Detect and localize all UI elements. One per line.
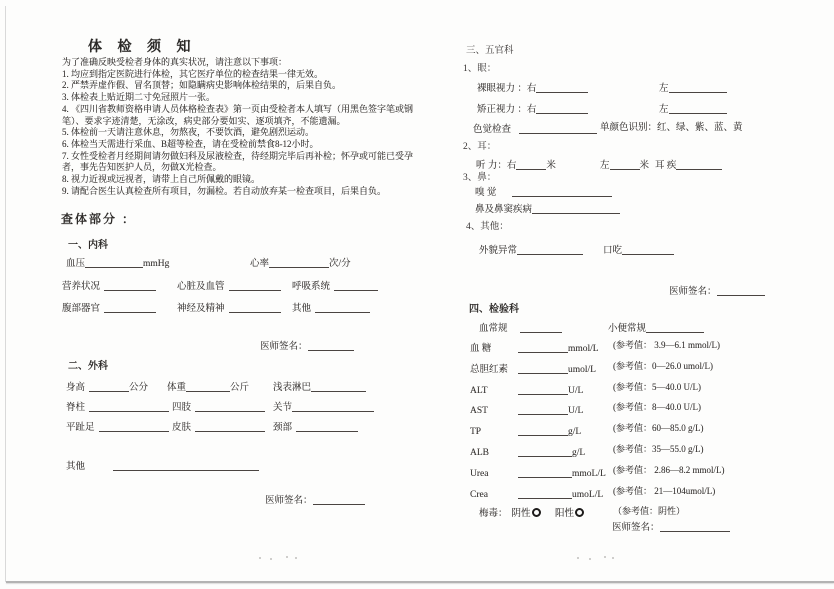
scan-speck	[589, 558, 591, 560]
lymph-blank	[311, 381, 366, 392]
lab-signature-label: 医师签名：	[612, 523, 660, 533]
scan-speck	[604, 556, 606, 558]
surgery-signature-label: 医师签名：	[265, 496, 313, 506]
hr-label: 心率	[250, 259, 270, 269]
lab-reference-value: (参考值： 2.86—8.2 mmol/L)	[613, 465, 725, 475]
internal-signature-label: 医师签名：	[260, 342, 308, 352]
lab-row-ast	[470, 400, 830, 418]
heart-vessel-label: 心脏及血管	[177, 282, 225, 292]
lab-reference-value: (参考值：5—40.0 U/L)	[613, 382, 701, 392]
lab-row-bilirubin	[470, 359, 830, 377]
lab-test-unit: mmoL/L	[572, 469, 606, 479]
notice-item: 4. 《四川省教师资格申请人员体格检查表》第一页由受检者本人填写（用黑色签字笔或钢笔）、要求字迹清楚，无涂改，病史部分要如实、逐项填齐，不能遗漏。	[62, 103, 414, 126]
syphilis-label: 梅毒：	[479, 509, 508, 519]
lab-reference-value: (参考值：0—26.0 umol/L)	[613, 361, 713, 371]
lab-test-unit: U/L	[568, 386, 584, 396]
nose-disease-row	[475, 199, 620, 217]
lab-row-glucose	[470, 338, 830, 356]
hearing-left-blank	[610, 159, 640, 170]
color-vision-row	[473, 119, 813, 137]
skin-blank	[195, 421, 265, 432]
naked-vision-row	[477, 78, 807, 96]
stutter-blank	[622, 244, 674, 255]
routine-row	[479, 318, 809, 336]
neck-label: 颈部	[273, 423, 293, 433]
hr-unit: 次/分	[329, 259, 351, 269]
lab-row-urea	[470, 463, 830, 481]
negative-radio-circle-icon	[532, 508, 541, 517]
nutrition-blank	[104, 280, 156, 291]
hearing-row	[476, 155, 806, 173]
corrected-vision-left-label: 左	[659, 105, 669, 115]
surgery-row-3	[66, 417, 426, 435]
lab-reference-value: (参考值： 21—104umol/L)	[613, 486, 716, 496]
surgery-other-label: 其他	[66, 462, 86, 472]
ent-section-title: 三、五官科	[466, 46, 514, 56]
syphilis-reference-value: （参考值：阴性）	[613, 506, 686, 516]
hearing-right-unit: 米	[546, 161, 556, 171]
joints-blank	[292, 401, 374, 412]
ear-disease-label: 耳 疾	[655, 161, 677, 171]
hr-blank	[269, 257, 329, 268]
stutter-label: 口吃	[603, 246, 623, 256]
lab-test-unit: mmol/L	[568, 344, 599, 354]
lab-test-name: ALB	[470, 448, 489, 458]
nose-disease-label: 鼻及鼻窦疾病	[475, 205, 533, 215]
notice-item: 3. 体检表上贴近期二寸免冠照片一张。	[62, 92, 216, 103]
notice-intro: 为了准确反映受检者身体的真实状况，请注意以下事项：	[62, 57, 288, 67]
lab-row-crea	[470, 484, 830, 502]
lab-signature-row	[612, 517, 730, 535]
bp-unit: mmHg	[143, 259, 170, 269]
internal-other-label: 其他	[292, 304, 312, 314]
surgery-signature-row	[265, 490, 365, 508]
neck-blank	[296, 421, 358, 432]
ent-other-subsection-title: 4、其他：	[466, 222, 509, 232]
joints-label: 关节	[273, 403, 293, 413]
skin-label: 皮肤	[172, 423, 192, 433]
corrected-vision-right-blank	[536, 103, 588, 114]
bp-label: 血压	[66, 259, 86, 269]
lab-test-name: AST	[470, 406, 488, 416]
ear-disease-blank	[676, 159, 722, 170]
eye-subsection-title: 1、眼：	[463, 64, 497, 74]
notice-item: 2. 严禁弄虚作假、冒名顶替；如隐瞒病史影响体检结果的，后果自负。	[62, 80, 342, 91]
lab-test-unit: umol/L	[568, 365, 596, 375]
notice-list	[62, 57, 428, 197]
lab-test-blank	[518, 342, 568, 353]
lab-test-blank	[518, 363, 568, 374]
abdomen-label: 腹部器官	[62, 304, 101, 314]
scan-bottom-edge-line	[6, 581, 834, 583]
nose-subsection-title: 3、鼻：	[463, 173, 497, 183]
surgery-signature-blank	[313, 494, 365, 505]
smell-blank	[512, 186, 612, 197]
nutrition-label: 营养状况	[62, 282, 101, 292]
hearing-left-label: 左	[600, 161, 610, 171]
lab-test-name: TP	[470, 427, 482, 437]
height-unit: 公分	[129, 383, 149, 393]
limbs-label: 四肢	[172, 403, 192, 413]
lab-test-blank	[518, 467, 572, 478]
surgery-other-row	[66, 456, 259, 474]
lab-row-alb	[470, 442, 830, 460]
lab-test-blank	[518, 404, 568, 415]
scan-speck	[612, 557, 614, 559]
lab-reference-value: (参考值：8—40.0 U/L)	[613, 402, 701, 412]
ent-signature-blank	[717, 285, 765, 296]
weight-blank	[186, 381, 230, 392]
single-color-note: 单颜色识别：红、绿、紫、蓝、黄	[600, 123, 743, 133]
flatfoot-blank	[99, 421, 169, 432]
hearing-label: 听 力：右	[476, 161, 517, 171]
lab-test-name: Urea	[470, 469, 489, 479]
smell-label: 嗅 觉	[475, 188, 497, 198]
appearance-label: 外貌异常	[479, 246, 518, 256]
lab-reference-value: (参考值：60—85.0 g/L)	[613, 423, 704, 433]
blood-routine-blank	[520, 322, 562, 333]
ent-signature-row	[669, 281, 765, 299]
lab-test-unit: g/L	[572, 448, 586, 458]
corrected-vision-left-blank	[669, 103, 727, 114]
scan-speck	[270, 558, 272, 560]
notice-item: 5. 体检前一天请注意休息，勿熬夜，不要饮酒，避免剧烈运动。	[62, 127, 315, 138]
lab-reference-value: (参考值：35—55.0 g/L)	[613, 444, 704, 454]
lab-signature-blank	[660, 521, 730, 532]
notice-item: 9. 请配合医生认真检查所有项目，勿漏检。若自动放弃某一检查项目，后果自负。	[62, 185, 387, 196]
hearing-left-unit: 米	[639, 161, 650, 171]
syphilis-negative-label: 阴性	[511, 509, 531, 519]
surgery-row-2	[66, 397, 426, 415]
abdomen-blank	[104, 302, 156, 313]
notice-item: 8. 视力近视或远视者，请带上自己所佩戴的眼镜。	[62, 174, 261, 185]
appearance-blank	[517, 244, 583, 255]
lab-row-alt	[470, 380, 830, 398]
internal-row-1	[62, 276, 422, 294]
bp-hr-row	[66, 253, 416, 271]
lab-section-title: 四、检验科	[469, 304, 519, 315]
hearing-right-blank	[516, 159, 546, 170]
page-title: 体 检 须 知	[88, 40, 197, 55]
scan-speck	[295, 557, 297, 559]
lab-test-unit: umoL/L	[572, 490, 604, 500]
positive-radio-circle-icon	[575, 508, 584, 517]
naked-vision-left-blank	[669, 82, 727, 93]
ent-signature-label: 医师签名：	[669, 287, 717, 297]
color-test-label: 色觉检查	[473, 125, 512, 135]
nerve-mental-label: 神经及精神	[177, 304, 225, 314]
scan-speck	[259, 557, 261, 559]
internal-other-blank	[315, 302, 370, 313]
limbs-blank	[195, 401, 265, 412]
scan-speck	[577, 557, 579, 559]
scan-left-edge-line	[5, 6, 6, 582]
spine-label: 脊柱	[66, 403, 86, 413]
lab-reference-value: (参考值： 3.9—6.1 mmol/L)	[613, 340, 720, 350]
lab-test-blank	[518, 446, 572, 457]
naked-vision-label: 裸眼视力 ：右	[477, 84, 537, 94]
height-blank	[89, 381, 129, 392]
lab-row-tp	[470, 421, 830, 439]
lab-test-blank	[518, 425, 568, 436]
syphilis-positive-label: 阳性	[555, 509, 575, 519]
notice-item: 6. 体检当天需进行采血、B超等检查，请在受检前禁食8-12小时。	[62, 138, 319, 149]
spine-blank	[89, 401, 169, 412]
scan-speck	[286, 556, 288, 558]
internal-row-2	[62, 298, 422, 316]
nerve-mental-blank	[229, 302, 281, 313]
lab-test-name: 血 糖	[470, 344, 492, 354]
corrected-vision-row	[477, 99, 807, 117]
blood-routine-label: 血常规	[479, 324, 508, 334]
smell-row	[475, 182, 612, 200]
lab-test-unit: U/L	[568, 406, 584, 416]
urine-routine-label: 小便常规	[608, 324, 647, 334]
heart-vessel-blank	[229, 280, 281, 291]
respiratory-blank	[334, 280, 378, 291]
ent-other-row	[479, 240, 809, 258]
weight-unit: 公斤	[230, 383, 250, 393]
lab-test-name: 总胆红素	[470, 365, 509, 375]
surgery-row-1	[66, 377, 426, 395]
ear-subsection-title: 2、耳：	[463, 142, 497, 152]
respiratory-label: 呼吸系统	[292, 282, 331, 292]
exam-section-heading: 查体部分 ：	[61, 212, 137, 226]
naked-vision-left-label: 左	[659, 84, 669, 94]
nose-disease-blank	[532, 203, 620, 214]
urine-routine-blank	[646, 322, 704, 333]
surgery-other-blank	[113, 460, 259, 471]
corrected-vision-label: 矫正视力 ：右	[477, 105, 537, 115]
flatfoot-label: 平趾足	[66, 423, 95, 433]
height-label: 身高	[66, 383, 86, 393]
lab-test-blank	[518, 488, 572, 499]
lab-test-unit: g/L	[568, 427, 582, 437]
lab-test-name: Crea	[470, 490, 488, 500]
internal-signature-blank	[308, 340, 354, 351]
surgery-section-title: 二、外科	[68, 361, 108, 372]
lymph-label: 浅表淋巴	[273, 383, 312, 393]
internal-signature-row	[260, 336, 354, 354]
bp-blank	[85, 257, 143, 268]
lab-test-blank	[518, 384, 568, 395]
notice-item: 1. 均应到指定医院进行体检，其它医疗单位的检查结果一律无效。	[62, 68, 324, 79]
weight-label: 体重	[167, 383, 187, 393]
lab-test-name: ALT	[470, 386, 488, 396]
internal-section-title: 一、内科	[68, 240, 108, 251]
color-test-blank	[519, 123, 597, 134]
notice-item: 7. 女性受检者月经期间请勿做妇科及尿液检查，待经期完毕后再补检；怀孕或可能已受孕者，事先告知医护人员，勿做X光检查。	[62, 150, 414, 173]
naked-vision-right-blank	[536, 82, 588, 93]
